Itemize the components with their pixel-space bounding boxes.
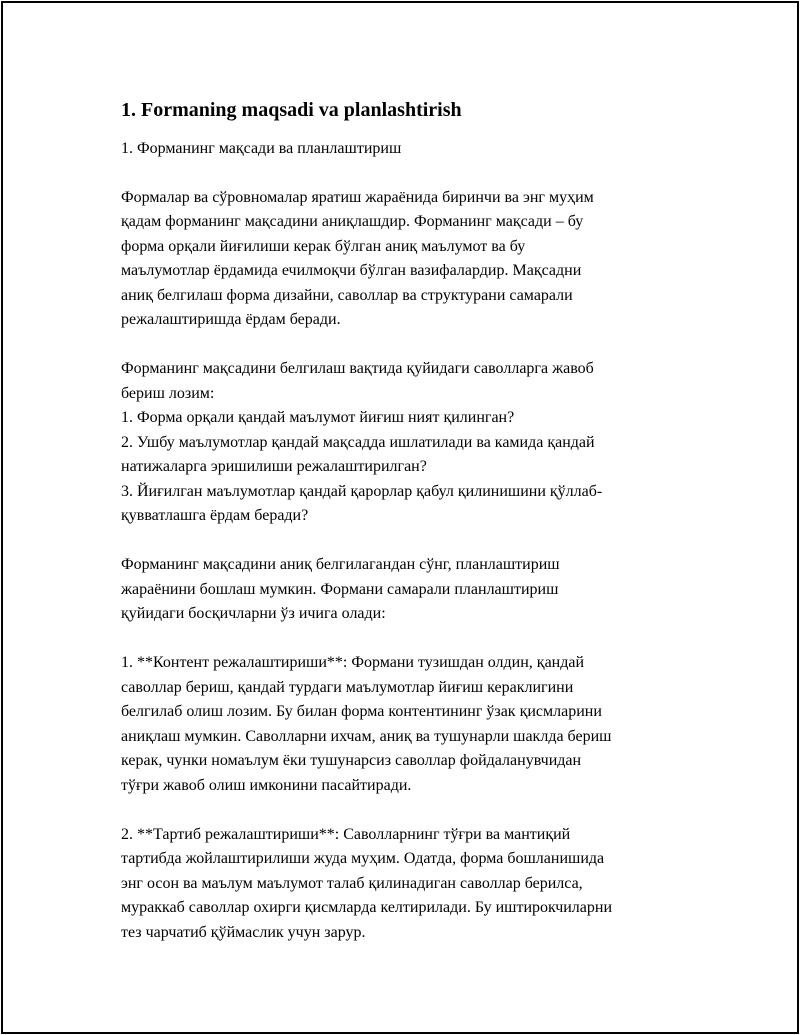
page-frame: [1, 1, 799, 1034]
paragraph-list: [121, 186, 711, 946]
document-subtitle: 1. Форманинг мақсади ва планлаштириш: [121, 140, 402, 157]
text-line: Форманинг мақсадини белгилаш вақтида қуйидаги саволларга жавоб: [121, 360, 594, 377]
text-line: қувватлашга ёрдам беради?: [121, 507, 309, 524]
paragraph: [121, 186, 711, 333]
text-line: аниқ белгилаш форма дизайни, саволлар ва структурани самарали: [121, 286, 573, 304]
text-line: 1. Форма орқали қандай маълумот йиғиш ният қилинган?: [121, 409, 515, 426]
paragraph: [121, 357, 711, 529]
text-line: жараёнини бошлаш мумкин. Формани самарали планлаштириш: [121, 580, 559, 598]
paragraph: [121, 651, 711, 798]
text-line: тартибда жойлаштирилиши жуда муҳим. Одатда, форма бошланишида: [121, 850, 605, 867]
text-line: қадам форманинг мақсадини аниқлашдир. Форманинг мақсади – бу: [121, 213, 584, 230]
text-line: маълумотлар ёрдамида ечилмоқчи бўлган вазифалардир. Мақсадни: [121, 262, 582, 279]
text-line: аниқлаш мумкин. Саволларни ихчам, аниқ ва тушунарли шаклда бериш: [121, 727, 612, 745]
text-line: 2. Ушбу маълумотлар қандай мақсадда ишлатилади ва камида қандай: [121, 433, 595, 451]
text-line: 3. Йиғилган маълумотлар қандай қарорлар қабул қилинишини қўллаб-: [121, 482, 603, 500]
document-body: [121, 97, 711, 970]
text-line: натижаларга эришилиши режалаштирилган?: [121, 458, 427, 475]
document-title: 1. Formaning maqsadi va planlashtirish: [121, 99, 462, 121]
text-line: Формалар ва сўровномалар яратиш жараёнида биринчи ва энг муҳим: [121, 188, 594, 206]
text-line: Форманинг мақсадини аниқ белгилагандан сўнг, планлаштириш: [121, 556, 560, 573]
paragraph: [121, 823, 711, 946]
text-line: тўғри жавоб олиш имконини пасайтиради.: [121, 776, 412, 794]
text-line: бериш лозим:: [121, 384, 215, 402]
text-line: саволлар бериш, қандай турдаги маълумотлар йиғиш кераклигини: [121, 678, 574, 696]
text-line: қуйидаги босқичларни ўз ичига олади:: [121, 605, 386, 622]
text-line: 1. **Контент режалаштириши**: Формани тузишдан олдин, қандай: [121, 654, 585, 671]
paragraph: [121, 553, 711, 627]
text-line: белгилаб олиш лозим. Бу билан форма контентининг ўзак қисмларини: [121, 703, 602, 720]
text-line: мураккаб саволлар охирги қисмларда келтирилади. Бу иштирокчиларни: [121, 899, 613, 916]
text-line: режалаштиришда ёрдам беради.: [121, 311, 341, 328]
text-line: форма орқали йиғилиши керак бўлган аниқ маълумот ва бу: [121, 237, 526, 255]
text-line: керак, чунки номаълум ёки тушунарсиз саволлар фойдаланувчидан: [121, 752, 582, 769]
text-line: 2. **Тартиб режалаштириши**: Саволларнинг тўғри ва мантиқий: [121, 825, 571, 843]
text-line: тез чарчатиб қўймаслик учун зарур.: [121, 923, 366, 941]
text-line: энг осон ва маълум маълумот талаб қилинадиган саволлар берилса,: [121, 874, 583, 892]
